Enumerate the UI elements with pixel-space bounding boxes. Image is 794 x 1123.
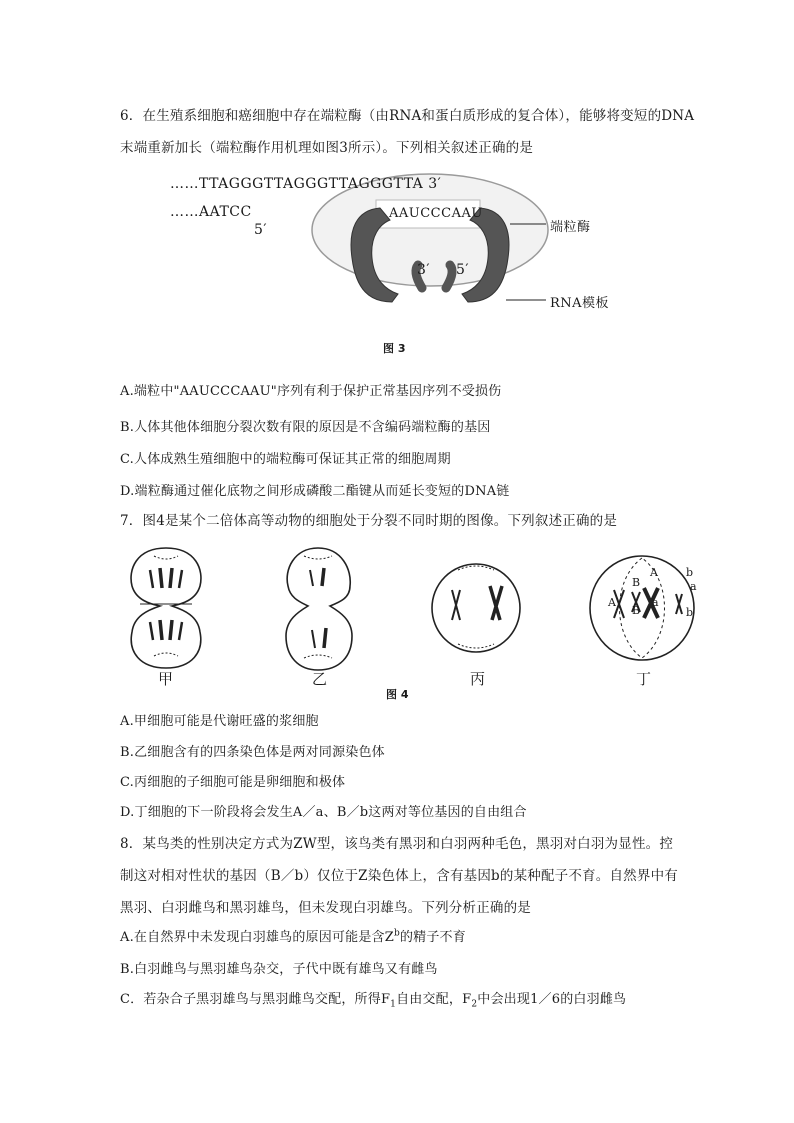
cell-jia xyxy=(131,548,201,668)
figure-4-caption: 图 4 xyxy=(386,688,409,701)
dna-top-strand: ……TTAGGGTTAGGGTTAGGGTTA 3′ xyxy=(170,176,442,192)
dna-bottom-strand: ……AATCC xyxy=(170,204,252,220)
figure-4-cells xyxy=(118,540,718,690)
q7-option-d: D.丁细胞的下一阶段将会发生A／a、B／b这两对等位基因的自由组合 xyxy=(120,805,527,820)
telomerase-label: 端粒酶 xyxy=(550,220,591,235)
q7-option-a: A.甲细胞可能是代谢旺盛的浆细胞 xyxy=(120,714,319,729)
q6-stem-line2: 末端重新加长（端粒酶作用机理如图3所示）。下列相关叙述正确的是 xyxy=(120,140,534,156)
gene-label-a2: a xyxy=(652,596,659,609)
gene-label-B2: B xyxy=(632,604,641,617)
cell-label-bing: 丙 xyxy=(470,670,486,688)
cell-label-ding: 丁 xyxy=(636,670,652,688)
cell-division-diagram xyxy=(118,540,718,690)
q6-option-a: A.端粒中"AAUCCCAAU"序列有利于保护正常基因序列不受损伤 xyxy=(120,384,502,399)
figure-3-caption: 图 3 xyxy=(383,342,406,355)
q8-option-c-part1: C．若杂合子黑羽雄鸟与黑羽雌鸟交配，所得F xyxy=(120,992,391,1007)
q6-option-b: B.人体其他体细胞分裂次数有限的原因是不含编码端粒酶的基因 xyxy=(120,420,491,435)
gene-label-A2: A xyxy=(608,596,616,609)
rna-template-label: RNA模板 xyxy=(550,296,610,311)
q8-stem-line3: 黑羽、白羽雌鸟和黑羽雄鸟，但未发现白羽雄鸟。下列分析正确的是 xyxy=(120,900,531,916)
q7-stem: 7．图4是某个二倍体高等动物的细胞处于分裂不同时期的图像。下列叙述正确的是 xyxy=(120,513,618,529)
q7-option-c: C.丙细胞的子细胞可能是卵细胞和极体 xyxy=(120,775,346,790)
q8-option-c xyxy=(120,988,626,1010)
cell-bing xyxy=(432,564,520,652)
q8-stem-line1: 8．某鸟类的性别决定方式为ZW型，该鸟类有黑羽和白羽两种毛色，黑羽对白羽为显性。控 xyxy=(120,836,674,852)
q6-option-c: C.人体成熟生殖细胞中的端粒酶可保证其正常的细胞周期 xyxy=(120,452,451,467)
q6-option-d: D.端粒酶通过催化底物之间形成磷酸二酯键从而延长变短的DNA链 xyxy=(120,484,510,499)
q8-option-b: B.白羽雌鸟与黑羽雄鸟杂交，子代中既有雄鸟又有雌鸟 xyxy=(120,962,438,977)
q8-option-c-part2: 自由交配，F xyxy=(396,992,472,1007)
figure-3-telomerase xyxy=(160,170,640,330)
gene-label-a1: a xyxy=(690,580,697,593)
gene-label-B1: B xyxy=(632,576,641,589)
five-prime-label: 5′ xyxy=(456,262,470,278)
five-prime-left-label: 5′ xyxy=(254,222,268,238)
cell-ding xyxy=(590,556,694,660)
q8-option-a-pre: A.在自然界中未发现白羽雄鸟的原因可能是含Z xyxy=(120,930,394,945)
cell-label-jia: 甲 xyxy=(158,670,174,688)
q8-option-c-sub1: 1 xyxy=(390,999,397,1010)
rna-template-sequence: AAUCCCAAU xyxy=(389,206,483,221)
q8-option-a xyxy=(120,926,466,945)
q8-option-a-post: 的精子不育 xyxy=(399,930,466,945)
three-prime-label: 3′ xyxy=(417,262,431,278)
cell-label-yi: 乙 xyxy=(312,670,328,688)
q8-stem-line2: 制这对相对性状的基因（B／b）仅位于Z染色体上，含有基因b的某种配子不育。自然界中有 xyxy=(120,868,678,884)
q7-option-b: B.乙细胞含有的四条染色体是两对同源染色体 xyxy=(120,745,385,760)
gene-label-b1: b xyxy=(686,566,694,579)
gene-label-b2: b xyxy=(686,606,694,619)
gene-label-A1: A xyxy=(650,566,658,579)
q8-option-c-sub2: 2 xyxy=(471,999,478,1010)
cell-yi xyxy=(286,548,352,670)
q8-option-c-part3: 中会出现1／6的白羽雌鸟 xyxy=(477,992,627,1007)
q8-option-a-sup: b xyxy=(393,928,400,939)
q6-stem-line1: 6．在生殖系细胞和癌细胞中存在端粒酶（由RNA和蛋白质形成的复合体），能够将变短的DNA xyxy=(120,108,695,124)
